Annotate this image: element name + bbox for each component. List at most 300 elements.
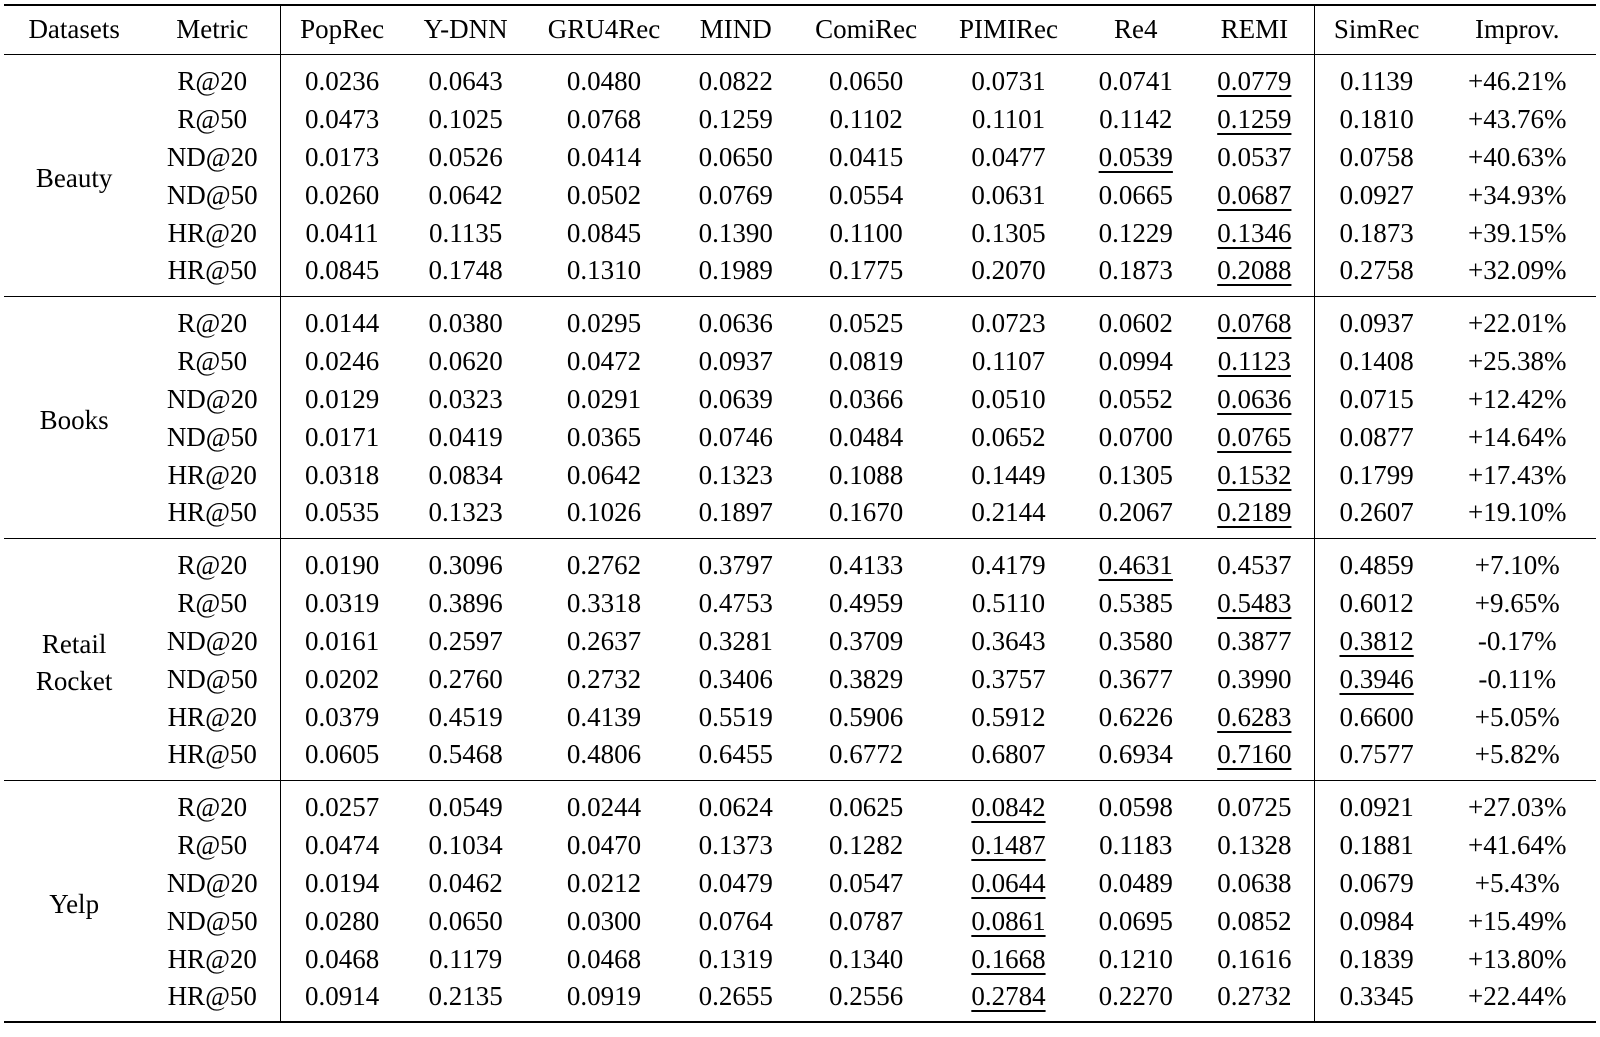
value-cell: [792, 296, 940, 342]
value-text: 0.0502: [566, 179, 642, 210]
value-text: 0.3829: [828, 663, 904, 694]
table-row: [4, 736, 1596, 780]
value-text: 0.0779: [1217, 65, 1292, 96]
value-cell: [403, 494, 528, 538]
value-cell: [1077, 456, 1195, 494]
value-cell: [792, 138, 940, 176]
value-text: 0.5483: [1217, 587, 1292, 618]
metric-cell: R@20: [144, 780, 280, 826]
value-cell: [1077, 864, 1195, 902]
value-text: 0.0643: [428, 65, 503, 96]
value-text: 0.0470: [566, 829, 642, 860]
value-text: 0.0479: [698, 867, 773, 898]
value-text: 0.6807: [971, 739, 1046, 770]
value-text: 0.0652: [971, 421, 1046, 452]
value-text: 0.0639: [698, 383, 773, 414]
table-row: [4, 456, 1596, 494]
value-cell: [528, 252, 679, 296]
value-cell: [403, 826, 528, 864]
value-cell: [403, 418, 528, 456]
value-cell: [940, 176, 1076, 214]
value-cell: [281, 864, 403, 902]
value-cell: [1195, 380, 1314, 418]
value-text: 0.4179: [971, 549, 1046, 580]
value-text: 0.1025: [428, 103, 503, 134]
value-text: 0.1305: [1098, 459, 1173, 490]
improvement-cell: +40.63%: [1468, 141, 1567, 172]
value-text: 0.1408: [1339, 345, 1414, 376]
header-poprec: PopRec: [300, 14, 385, 45]
value-cell: [281, 418, 403, 456]
value-text: 0.0171: [304, 421, 380, 452]
value-text: 0.3643: [971, 625, 1046, 656]
value-text: 0.0419: [428, 421, 503, 452]
metric-cell: ND@50: [144, 418, 280, 456]
value-text: 0.0937: [1339, 307, 1414, 338]
value-cell: [1195, 494, 1314, 538]
value-text: 0.1179: [429, 943, 503, 974]
value-text: 0.1881: [1339, 829, 1414, 860]
value-cell: [1195, 100, 1314, 138]
value-text: 0.4753: [698, 587, 773, 618]
value-cell: [792, 978, 940, 1022]
value-cell: [940, 698, 1076, 736]
value-cell: [792, 538, 940, 584]
improvement-cell: +9.65%: [1474, 587, 1560, 618]
value-cell: [403, 342, 528, 380]
value-text: 0.0764: [698, 905, 773, 936]
value-cell: [528, 214, 679, 252]
value-text: 0.0861: [971, 905, 1046, 936]
value-text: 0.1373: [698, 829, 773, 860]
dataset-group: [4, 538, 1596, 780]
table-row: [4, 494, 1596, 538]
value-text: 0.1487: [971, 829, 1046, 860]
value-text: 0.1319: [698, 943, 773, 974]
value-cell: [403, 252, 528, 296]
value-text: 0.7577: [1339, 739, 1414, 770]
value-cell: [940, 902, 1076, 940]
value-cell: [792, 214, 940, 252]
value-text: 0.0129: [304, 383, 380, 414]
value-text: 0.0525: [828, 307, 904, 338]
value-text: 0.1229: [1098, 217, 1173, 248]
value-cell: [1195, 864, 1314, 902]
value-cell: [1314, 826, 1438, 864]
value-text: 0.0380: [428, 307, 503, 338]
value-text: 0.0994: [1098, 345, 1173, 376]
metric-cell: HR@20: [144, 940, 280, 978]
value-text: 0.0291: [566, 383, 642, 414]
value-cell: [680, 296, 792, 342]
value-cell: [680, 138, 792, 176]
value-cell: [1314, 494, 1438, 538]
header-remi: REMI: [1195, 5, 1314, 54]
value-text: 0.2597: [428, 625, 503, 656]
value-cell: [528, 494, 679, 538]
value-cell: [1077, 622, 1195, 660]
value-cell: [1195, 176, 1314, 214]
value-text: 0.7160: [1217, 739, 1292, 770]
value-cell: [1195, 418, 1314, 456]
improvement-cell: -0.11%: [1478, 663, 1557, 694]
value-text: 0.3896: [428, 587, 503, 618]
value-text: 0.0845: [304, 255, 380, 286]
value-text: 0.0687: [1217, 179, 1292, 210]
value-text: 0.3797: [698, 549, 773, 580]
value-cell: [1195, 826, 1314, 864]
value-cell: [680, 780, 792, 826]
improvement-cell: +46.21%: [1468, 65, 1567, 96]
value-cell: [1077, 538, 1195, 584]
value-cell: [528, 584, 679, 622]
table-row: [4, 296, 1596, 342]
value-cell: [792, 252, 940, 296]
value-text: 0.3877: [1217, 625, 1292, 656]
metric-cell: ND@50: [144, 660, 280, 698]
value-cell: [1077, 494, 1195, 538]
value-cell: [281, 538, 403, 584]
value-text: 0.0937: [698, 345, 773, 376]
value-text: 0.1328: [1217, 829, 1292, 860]
value-text: 0.0631: [971, 179, 1046, 210]
value-text: 0.0984: [1339, 905, 1414, 936]
value-cell: [940, 138, 1076, 176]
value-text: 0.0620: [428, 345, 503, 376]
value-text: 0.0480: [566, 65, 642, 96]
metric-cell: R@20: [144, 54, 280, 100]
header-comirec: ComiRec: [815, 14, 918, 45]
header-re4: Re4: [1114, 14, 1158, 45]
value-text: 0.1323: [698, 459, 773, 490]
value-cell: [281, 342, 403, 380]
value-text: 0.1101: [971, 103, 1046, 134]
dataset-group: [4, 54, 1596, 296]
value-text: 0.1810: [1339, 103, 1414, 134]
value-text: 0.3318: [566, 587, 642, 618]
value-cell: [528, 698, 679, 736]
improvement-cell: +5.05%: [1474, 701, 1560, 732]
improvement-cell: +12.42%: [1468, 383, 1567, 414]
value-cell: [1077, 380, 1195, 418]
value-text: 0.2070: [971, 255, 1046, 286]
value-cell: [528, 176, 679, 214]
value-text: 0.1102: [829, 103, 903, 134]
value-text: 0.1034: [428, 829, 503, 860]
metric-cell: ND@20: [144, 380, 280, 418]
value-cell: [281, 940, 403, 978]
metric-cell: R@20: [144, 296, 280, 342]
value-cell: [281, 780, 403, 826]
value-cell: [1195, 584, 1314, 622]
value-text: 0.1135: [429, 217, 503, 248]
improvement-cell: +39.15%: [1468, 217, 1567, 248]
value-cell: [1195, 736, 1314, 780]
table-row: [4, 826, 1596, 864]
value-text: 0.0921: [1339, 791, 1414, 822]
value-cell: [528, 940, 679, 978]
value-text: 0.0554: [828, 179, 904, 210]
value-cell: [940, 456, 1076, 494]
value-text: 0.1310: [566, 255, 642, 286]
value-text: 0.1346: [1217, 217, 1292, 248]
improvement-cell: +17.43%: [1468, 459, 1567, 490]
value-text: 0.4537: [1217, 549, 1292, 580]
value-cell: [403, 214, 528, 252]
value-cell: [281, 584, 403, 622]
value-text: 0.0477: [971, 141, 1046, 172]
value-cell: [281, 826, 403, 864]
value-cell: [1314, 622, 1438, 660]
value-cell: [1077, 100, 1195, 138]
value-cell: [1314, 342, 1438, 380]
value-text: 0.2189: [1217, 497, 1292, 528]
value-text: 0.0650: [698, 141, 773, 172]
value-text: 0.0161: [304, 625, 380, 656]
value-text: 0.6600: [1339, 701, 1414, 732]
value-text: 0.3677: [1098, 663, 1173, 694]
value-text: 0.0598: [1098, 791, 1173, 822]
value-text: 0.1183: [1099, 829, 1173, 860]
improvement-cell: +32.09%: [1468, 255, 1567, 286]
value-cell: [403, 296, 528, 342]
value-text: 0.0472: [566, 345, 642, 376]
value-text: 0.0510: [971, 383, 1046, 414]
value-cell: [1195, 456, 1314, 494]
value-cell: [1314, 864, 1438, 902]
value-text: 0.0927: [1339, 179, 1414, 210]
table-row: [4, 380, 1596, 418]
value-cell: [528, 296, 679, 342]
metric-cell: R@50: [144, 826, 280, 864]
value-cell: [528, 736, 679, 780]
value-cell: [1314, 940, 1438, 978]
table-row: [4, 940, 1596, 978]
metric-cell: ND@20: [144, 622, 280, 660]
value-cell: [528, 342, 679, 380]
value-cell: [792, 494, 940, 538]
value-cell: [680, 902, 792, 940]
value-cell: [680, 176, 792, 214]
value-cell: [940, 214, 1076, 252]
improvement-cell: +41.64%: [1468, 829, 1567, 860]
value-text: 0.0194: [304, 867, 380, 898]
value-text: 0.1616: [1217, 943, 1292, 974]
improvement-cell: +43.76%: [1468, 103, 1567, 134]
value-cell: [940, 940, 1076, 978]
header-pimirec: PIMIRec: [958, 14, 1058, 45]
value-cell: [1314, 538, 1438, 584]
value-cell: [1314, 902, 1438, 940]
value-cell: [1314, 978, 1438, 1022]
value-cell: [528, 538, 679, 584]
value-text: 0.0624: [698, 791, 773, 822]
value-text: 0.0212: [566, 867, 642, 898]
value-text: 0.0769: [698, 179, 773, 210]
results-table: [4, 4, 1596, 1023]
metric-cell: R@50: [144, 100, 280, 138]
value-cell: [1195, 54, 1314, 100]
value-text: 0.0489: [1098, 867, 1173, 898]
value-cell: [680, 494, 792, 538]
value-text: 0.4631: [1098, 549, 1173, 580]
value-cell: [403, 660, 528, 698]
value-cell: [1314, 736, 1438, 780]
dataset-name: Yelp: [49, 889, 100, 920]
value-cell: [940, 296, 1076, 342]
value-cell: [403, 978, 528, 1022]
metric-cell: HR@20: [144, 456, 280, 494]
value-cell: [281, 698, 403, 736]
value-cell: [1195, 978, 1314, 1022]
value-text: 0.2784: [971, 981, 1046, 1011]
value-text: 0.2270: [1098, 981, 1173, 1011]
value-cell: [1195, 214, 1314, 252]
value-cell: [940, 54, 1076, 100]
value-text: 0.1259: [1217, 103, 1292, 134]
value-cell: [1077, 826, 1195, 864]
value-text: 0.0741: [1098, 65, 1173, 96]
value-cell: [281, 660, 403, 698]
value-text: 0.0834: [428, 459, 503, 490]
value-text: 0.0526: [428, 141, 503, 172]
value-text: 0.0547: [828, 867, 904, 898]
value-cell: [1314, 252, 1438, 296]
value-text: 0.0642: [566, 459, 642, 490]
value-cell: [680, 214, 792, 252]
table-row: [4, 902, 1596, 940]
value-text: 0.1839: [1339, 943, 1414, 974]
value-text: 0.0319: [304, 587, 380, 618]
value-text: 0.2144: [971, 497, 1046, 528]
value-cell: [792, 456, 940, 494]
value-cell: [1077, 940, 1195, 978]
value-cell: [1195, 296, 1314, 342]
improvement-cell: +25.38%: [1468, 345, 1567, 376]
value-text: 0.2758: [1339, 255, 1414, 286]
value-text: 0.0665: [1098, 179, 1173, 210]
value-cell: [281, 494, 403, 538]
table-row: [4, 780, 1596, 826]
improvement-cell: +5.43%: [1474, 867, 1560, 898]
value-text: 0.2088: [1217, 255, 1292, 286]
value-text: 0.0636: [698, 307, 773, 338]
value-cell: [1195, 138, 1314, 176]
value-text: 0.2607: [1339, 497, 1414, 528]
value-cell: [403, 736, 528, 780]
value-text: 0.1100: [829, 217, 903, 248]
value-cell: [792, 418, 940, 456]
value-cell: [1077, 138, 1195, 176]
metric-cell: ND@20: [144, 864, 280, 902]
table-row: [4, 978, 1596, 1022]
value-text: 0.0411: [305, 217, 379, 248]
value-text: 0.1799: [1339, 459, 1414, 490]
value-text: 0.0295: [566, 307, 642, 338]
value-text: 0.4959: [828, 587, 904, 618]
value-cell: [281, 902, 403, 940]
value-cell: [1314, 660, 1438, 698]
value-cell: [1077, 418, 1195, 456]
header-mind: MIND: [699, 14, 772, 45]
improvement-cell: +14.64%: [1468, 421, 1567, 452]
table-header: [4, 5, 1596, 54]
value-text: 0.3281: [698, 625, 773, 656]
value-text: 0.0244: [566, 791, 642, 822]
value-text: 0.1748: [428, 255, 503, 286]
value-cell: [1314, 456, 1438, 494]
value-cell: [940, 826, 1076, 864]
value-text: 0.0845: [566, 217, 642, 248]
value-text: 0.1323: [428, 497, 503, 528]
improvement-cell: +22.01%: [1468, 307, 1567, 338]
value-text: 0.5468: [428, 739, 503, 770]
value-text: 0.0202: [304, 663, 380, 694]
value-text: 0.0260: [304, 179, 380, 210]
header-metric: Metric: [144, 5, 280, 54]
value-cell: [680, 826, 792, 864]
value-text: 0.0236: [304, 65, 380, 96]
value-text: 0.0636: [1217, 383, 1292, 414]
value-cell: [1314, 296, 1438, 342]
value-cell: [792, 660, 940, 698]
value-cell: [940, 660, 1076, 698]
value-cell: [792, 826, 940, 864]
value-text: 0.3757: [971, 663, 1046, 694]
value-cell: [528, 660, 679, 698]
value-text: 0.0787: [828, 905, 904, 936]
value-cell: [403, 54, 528, 100]
value-text: 0.2655: [698, 981, 773, 1011]
metric-cell: HR@50: [144, 494, 280, 538]
value-text: 0.0700: [1098, 421, 1173, 452]
value-cell: [1077, 660, 1195, 698]
dataset-group: [4, 780, 1596, 1022]
value-cell: [680, 660, 792, 698]
value-text: 0.0318: [304, 459, 380, 490]
value-text: 0.2637: [566, 625, 642, 656]
value-text: 0.3946: [1339, 663, 1414, 694]
value-cell: [792, 176, 940, 214]
value-cell: [792, 622, 940, 660]
metric-cell: R@20: [144, 538, 280, 584]
value-cell: [528, 864, 679, 902]
value-cell: [1195, 780, 1314, 826]
value-cell: [403, 698, 528, 736]
value-text: 0.6283: [1217, 701, 1292, 732]
value-text: 0.2732: [566, 663, 642, 694]
header-row: [4, 5, 1596, 54]
value-cell: [1077, 978, 1195, 1022]
value-text: 0.0819: [828, 345, 904, 376]
value-cell: [1314, 176, 1438, 214]
value-cell: [1077, 698, 1195, 736]
improvement-cell: +5.82%: [1474, 739, 1560, 770]
metric-cell: ND@20: [144, 138, 280, 176]
value-cell: [403, 176, 528, 214]
value-cell: [528, 780, 679, 826]
value-text: 0.0679: [1339, 867, 1414, 898]
improvement-cell: +22.44%: [1468, 981, 1567, 1011]
value-text: 0.1340: [828, 943, 904, 974]
value-cell: [680, 622, 792, 660]
value-cell: [281, 296, 403, 342]
value-cell: [940, 342, 1076, 380]
value-cell: [680, 978, 792, 1022]
value-cell: [281, 456, 403, 494]
value-cell: [281, 176, 403, 214]
value-cell: [1195, 902, 1314, 940]
